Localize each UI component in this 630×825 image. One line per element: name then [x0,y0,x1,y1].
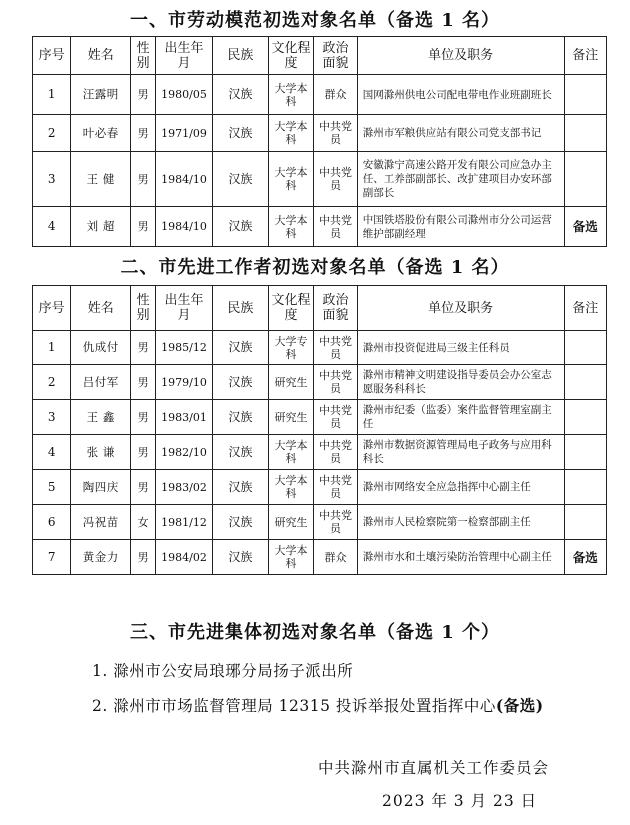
cell-unit: 滁州市精神文明建设指导委员会办公室志愿服务科科长 [357,365,564,400]
cell-name: 冯祝苗 [71,505,131,540]
cell-political: 中共党员 [314,207,357,247]
cell-ethnicity: 汉族 [212,152,268,207]
table-row [33,207,607,247]
header-political: 政治面貌 [314,286,357,331]
cell-gender: 男 [131,331,156,365]
collective-list-item [92,694,544,716]
cell-gender: 男 [131,207,156,247]
cell-name: 王 鑫 [71,400,131,435]
header-no: 序号 [33,286,71,331]
cell-note [564,470,606,505]
cell-gender: 女 [131,505,156,540]
signature-date: 2023 年 3 月 23 日 [382,792,538,810]
advanced-worker-table [32,285,607,575]
section1-title: 一、市劳动模范初选对象名单（备选 1 名） [129,10,501,31]
table-row [33,435,607,470]
cell-political: 中共党员 [314,400,357,435]
cell-birth: 1983/01 [156,400,213,435]
cell-note [564,505,606,540]
cell-name: 吕付军 [71,365,131,400]
header-education: 文化程度 [268,37,314,75]
table-row [33,152,607,207]
cell-name: 王 健 [71,152,131,207]
cell-ethnicity: 汉族 [212,400,268,435]
cell-note: 备选 [564,540,606,575]
labor-model-table [32,36,607,247]
cell-birth: 1985/12 [156,331,213,365]
cell-political: 中共党员 [314,115,357,152]
table-header-row [33,37,607,75]
cell-no: 1 [33,75,71,115]
header-gender: 性别 [131,286,156,331]
cell-note [564,152,606,207]
cell-no: 2 [33,115,71,152]
cell-birth: 1984/02 [156,540,213,575]
header-birth: 出生年月 [156,37,213,75]
cell-ethnicity: 汉族 [212,331,268,365]
cell-gender: 男 [131,115,156,152]
cell-political: 中共党员 [314,470,357,505]
header-ethnicity: 民族 [212,286,268,331]
cell-education: 大学专科 [268,331,314,365]
table-row [33,400,607,435]
cell-education: 研究生 [268,400,314,435]
cell-no: 2 [33,365,71,400]
cell-name: 汪露明 [71,75,131,115]
table-row [33,470,607,505]
header-note: 备注 [564,286,606,331]
cell-unit: 滁州市投资促进局三级主任科员 [357,331,564,365]
cell-birth: 1980/05 [156,75,213,115]
collective-item-text: 1. 滁州市公安局琅琊分局扬子派出所 [92,662,354,680]
cell-gender: 男 [131,400,156,435]
cell-unit: 滁州市水和土壤污染防治管理中心副主任 [357,540,564,575]
cell-political: 群众 [314,75,357,115]
cell-education: 大学本科 [268,152,314,207]
cell-education: 研究生 [268,505,314,540]
cell-no: 4 [33,435,71,470]
cell-ethnicity: 汉族 [212,207,268,247]
cell-education: 研究生 [268,365,314,400]
section3-title: 三、市先进集体初选对象名单（备选 1 个） [129,622,501,643]
cell-ethnicity: 汉族 [212,75,268,115]
cell-no: 5 [33,470,71,505]
header-ethnicity: 民族 [212,37,268,75]
header-name: 姓名 [71,286,131,331]
cell-name: 张 谦 [71,435,131,470]
header-name: 姓名 [71,37,131,75]
header-note: 备注 [564,37,606,75]
cell-political: 中共党员 [314,505,357,540]
cell-no: 1 [33,331,71,365]
cell-education: 大学本科 [268,75,314,115]
cell-unit: 滁州市军粮供应站有限公司党支部书记 [357,115,564,152]
cell-name: 叶必春 [71,115,131,152]
signature-org: 中共滁州市直属机关工作委员会 [318,759,550,777]
cell-birth: 1983/02 [156,470,213,505]
table-row [33,540,607,575]
cell-education: 大学本科 [268,470,314,505]
cell-birth: 1971/09 [156,115,213,152]
collective-item-text: 2. 滁州市市场监督管理局 12315 投诉举报处置指挥中心 [92,697,496,715]
header-unit: 单位及职务 [357,37,564,75]
cell-ethnicity: 汉族 [212,365,268,400]
cell-gender: 男 [131,75,156,115]
cell-name: 刘 超 [71,207,131,247]
cell-gender: 男 [131,365,156,400]
cell-gender: 男 [131,540,156,575]
cell-ethnicity: 汉族 [212,435,268,470]
section2-title: 二、市先进工作者初选对象名单（备选 1 名） [120,257,510,278]
cell-birth: 1984/10 [156,207,213,247]
cell-name: 仇成付 [71,331,131,365]
header-no: 序号 [33,37,71,75]
cell-ethnicity: 汉族 [212,505,268,540]
cell-unit: 国网滁州供电公司配电带电作业班副班长 [357,75,564,115]
cell-note [564,365,606,400]
cell-birth: 1981/12 [156,505,213,540]
cell-political: 群众 [314,540,357,575]
cell-education: 大学本科 [268,435,314,470]
table-row [33,331,607,365]
cell-note [564,400,606,435]
table-header-row [33,286,607,331]
cell-political: 中共党员 [314,365,357,400]
cell-unit: 安徽滁宁高速公路开发有限公司应急办主任、工养部副部长、改扩建项目办安环部副部长 [357,152,564,207]
cell-no: 4 [33,207,71,247]
header-political: 政治面貌 [314,37,357,75]
cell-no: 3 [33,400,71,435]
cell-ethnicity: 汉族 [212,115,268,152]
cell-note [564,435,606,470]
cell-no: 7 [33,540,71,575]
cell-note [564,75,606,115]
collective-item-tag: (备选) [495,696,544,715]
header-education: 文化程度 [268,286,314,331]
cell-note [564,331,606,365]
table-row [33,75,607,115]
cell-ethnicity: 汉族 [212,540,268,575]
cell-education: 大学本科 [268,115,314,152]
cell-birth: 1984/10 [156,152,213,207]
cell-unit: 滁州市纪委（监委）案件监督管理室副主任 [357,400,564,435]
cell-note: 备选 [564,207,606,247]
table-row [33,115,607,152]
cell-gender: 男 [131,435,156,470]
cell-ethnicity: 汉族 [212,470,268,505]
cell-unit: 滁州市人民检察院第一检察部副主任 [357,505,564,540]
cell-gender: 男 [131,152,156,207]
cell-birth: 1979/10 [156,365,213,400]
header-unit: 单位及职务 [357,286,564,331]
cell-name: 陶四庆 [71,470,131,505]
cell-education: 大学本科 [268,540,314,575]
collective-list-item [92,659,353,681]
cell-political: 中共党员 [314,152,357,207]
cell-no: 3 [33,152,71,207]
header-gender: 性别 [131,37,156,75]
cell-unit: 滁州市数据资源管理局电子政务与应用科科长 [357,435,564,470]
table-row [33,365,607,400]
cell-education: 大学本科 [268,207,314,247]
cell-name: 黄金力 [71,540,131,575]
cell-unit: 滁州市网络安全应急指挥中心副主任 [357,470,564,505]
cell-political: 中共党员 [314,331,357,365]
cell-political: 中共党员 [314,435,357,470]
cell-birth: 1982/10 [156,435,213,470]
cell-note [564,115,606,152]
header-birth: 出生年月 [156,286,213,331]
cell-unit: 中国铁塔股份有限公司滁州市分公司运营维护部副经理 [357,207,564,247]
table-row [33,505,607,540]
cell-no: 6 [33,505,71,540]
cell-gender: 男 [131,470,156,505]
